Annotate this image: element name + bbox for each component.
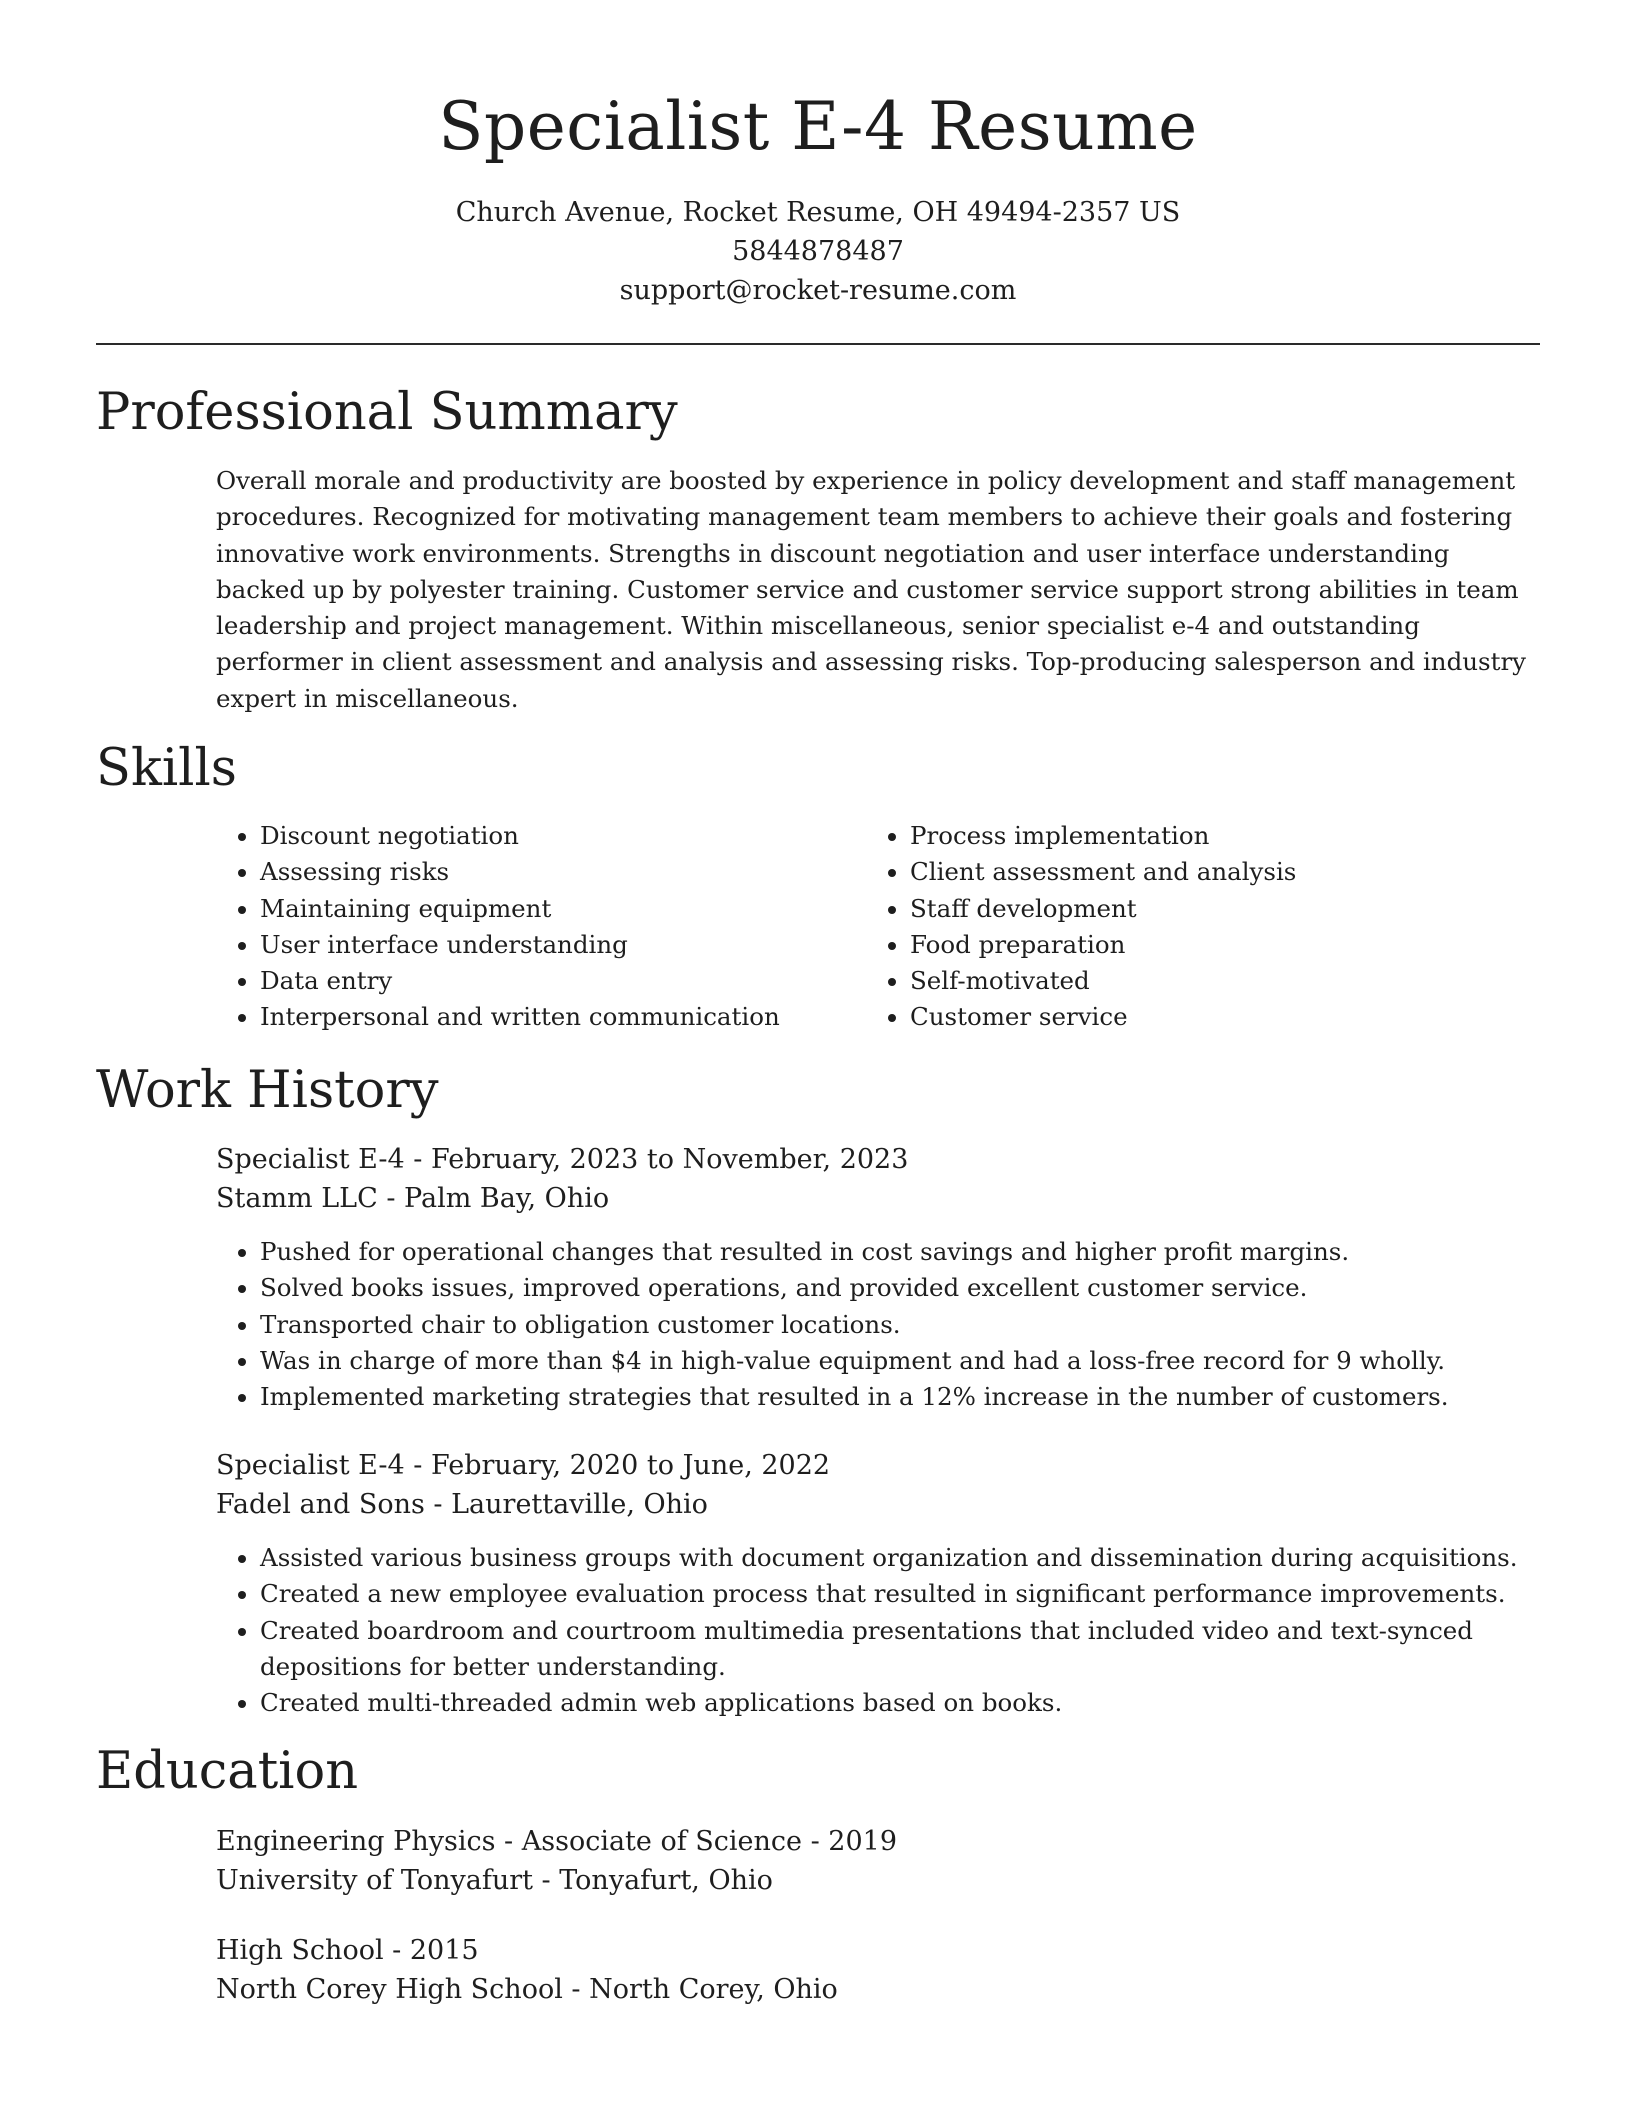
skill-item: • Data entry	[260, 963, 836, 999]
job-bullet: • Created boardroom and courtroom multimedia presentations that included video and text-synced depositions for better understanding.	[260, 1613, 1540, 1686]
summary-heading: Professional Summary	[96, 383, 678, 442]
job-bullet-list	[216, 1234, 1540, 1415]
job-title-dates: Specialist E-4 - February, 2023 to November, 2023	[216, 1144, 909, 1175]
job-bullets	[216, 1234, 1540, 1415]
skill-item: • Assessing risks	[260, 854, 836, 890]
job-entry	[216, 1140, 1540, 1218]
job-title-dates: Specialist E-4 - February, 2020 to June, 2022	[216, 1450, 831, 1481]
job-entry	[216, 1446, 1540, 1524]
education-heading: Education	[96, 1742, 359, 1801]
job-bullet: • Created multi-threaded admin web applications based on books.	[260, 1685, 1540, 1721]
job-bullet: • Created a new employee evaluation process that resulted in significant performance improvements.	[260, 1576, 1540, 1612]
education-degree: Engineering Physics - Associate of Science - 2019	[216, 1826, 898, 1857]
skill-item: • User interface understanding	[260, 927, 836, 963]
job-bullets	[216, 1540, 1540, 1721]
work-history-heading: Work History	[96, 1061, 439, 1120]
skills-right-column	[866, 818, 1506, 1036]
skills-right-list	[866, 818, 1506, 1036]
job-company-location: Fadel and Sons - Laurettaville, Ohio	[216, 1489, 708, 1520]
job-bullet: • Assisted various business groups with document organization and dissemination during acquisitions.	[260, 1540, 1540, 1576]
education-entry	[216, 1931, 1540, 2009]
skills-section	[216, 818, 1540, 1048]
job-bullet: • Implemented marketing strategies that resulted in a 12% increase in the number of customers.	[260, 1379, 1540, 1415]
skills-left-column	[216, 818, 836, 1036]
skill-item: • Self-motivated	[910, 963, 1506, 999]
header-divider	[96, 343, 1540, 345]
skill-item: • Customer service	[910, 999, 1506, 1035]
skill-item: • Food preparation	[910, 927, 1506, 963]
summary-section	[216, 463, 1540, 717]
skill-item: • Interpersonal and written communication	[260, 999, 836, 1035]
contact-phone: 5844878487	[732, 236, 904, 267]
skill-item: • Staff development	[910, 891, 1506, 927]
contact-address: Church Avenue, Rocket Resume, OH 49494-2357 US	[455, 197, 1181, 228]
resume-title: Specialist E-4 Resume	[438, 88, 1198, 165]
education-degree: High School - 2015	[216, 1935, 479, 1966]
skills-left-list	[216, 818, 836, 1036]
contact-email: support@rocket-resume.com	[619, 275, 1017, 306]
skills-heading: Skills	[96, 739, 237, 798]
job-bullet-list	[216, 1540, 1540, 1721]
job-company-location: Stamm LLC - Palm Bay, Ohio	[216, 1183, 610, 1214]
skill-item: • Maintaining equipment	[260, 891, 836, 927]
skill-item: • Process implementation	[910, 818, 1506, 854]
summary-text: Overall morale and productivity are boosted by experience in policy development and staff management procedures. Recognized for motivating management team members to achieve their goals and fostering innovative work environments. Strengths in discount negotiation and user interface understanding backed up by polyester training. Customer service and customer service support strong abilities in team leadership and project management. Within miscellaneous, senior specialist e-4 and outstanding performer in client assessment and analysis and assessing risks. Top-producing salesperson and industry expert in miscellaneous.	[216, 466, 1526, 713]
job-bullet: • Was in charge of more than $4 in high-value equipment and had a loss-free record for 9 wholly.	[260, 1343, 1540, 1379]
job-bullet: • Solved books issues, improved operations, and provided excellent customer service.	[260, 1270, 1540, 1306]
education-school: North Corey High School - North Corey, Ohio	[216, 1974, 838, 2005]
education-school: University of Tonyafurt - Tonyafurt, Ohio	[216, 1865, 773, 1896]
skill-item: • Client assessment and analysis	[910, 854, 1506, 890]
skill-item: • Discount negotiation	[260, 818, 836, 854]
job-bullet: • Pushed for operational changes that resulted in cost savings and higher profit margins.	[260, 1234, 1540, 1270]
education-entry	[216, 1822, 1540, 1900]
contact-block	[96, 193, 1540, 310]
job-bullet: • Transported chair to obligation customer locations.	[260, 1307, 1540, 1343]
